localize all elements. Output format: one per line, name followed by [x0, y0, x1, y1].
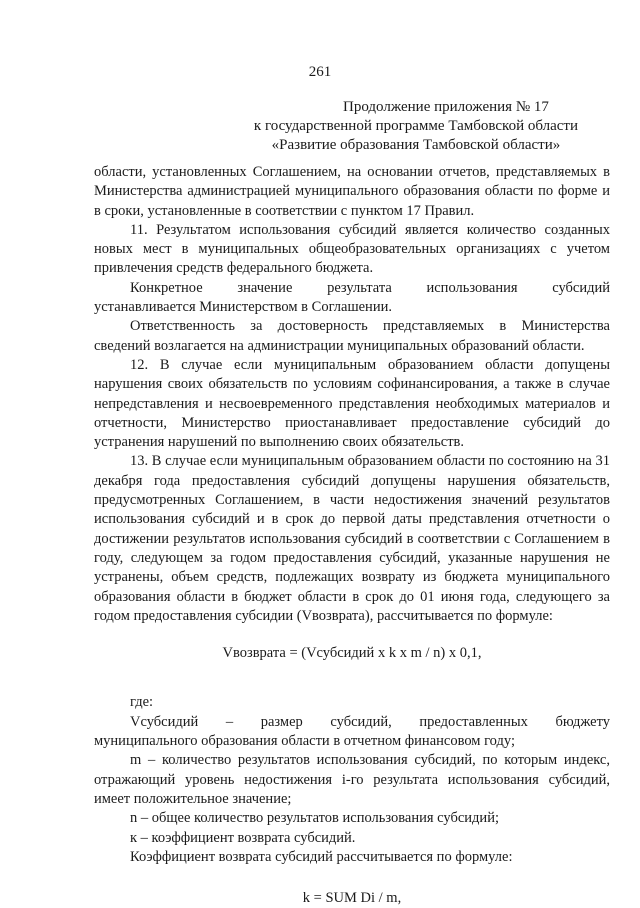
document-body	[94, 163, 610, 908]
paragraph: области, установленных Соглашением, на основании отчетов, представляемых в Министерства администрацией муниципального образования области по форме и в сроки, установленные в соответствии с пунктом 17 Правил.	[94, 164, 610, 219]
definition: m – количество результатов использования субсидий, по которым индекс, отражающий уровень недостижения i-го результата использования субсидий, имеет положительное значение;	[94, 752, 610, 807]
paragraph: Коэффициент возврата субсидий рассчитывается по формуле:	[130, 848, 513, 865]
definition: n – общее количество результатов использования субсидий;	[130, 810, 499, 827]
header-line-1: Продолжение приложения № 17	[343, 99, 549, 115]
paragraph: устанавливается Министерством в Соглашении.	[94, 299, 392, 316]
appendix-header	[254, 98, 578, 155]
where-label: где:	[130, 694, 154, 711]
definition: к – коэффициент возврата субсидий.	[130, 829, 356, 846]
page-number: 261	[308, 64, 332, 80]
formula: Vвозврата = (Vсубсидий x k x m / n) x 0,1,	[222, 645, 482, 662]
paragraph: 12. В случае если муниципальным образованием области допущены нарушения своих обязательств по условиям софинансирования, а также в случае непредставления и несвоевременного представления необходимых материалов и отчетности, Министерство приостанавливает предоставление субсидий до устранения нарушений по выполнению своих обязательств.	[94, 356, 610, 451]
header-line-3: «Развитие образования Тамбовской области»	[271, 137, 561, 153]
definition: Vсубсидий – размер субсидий, предоставленных бюджету	[130, 713, 610, 730]
paragraph: Конкретное значение результата использования субсидий	[130, 279, 610, 296]
paragraph: 13. В случае если муниципальным образованием области по состоянию на 31 декабря года предоставления субсидий допущены нарушения обязательств, предусмотренных Соглашением, в части недостижения значений результатов использования субсидий и в срок до первой даты представления отчетности о достижении результатов использования субсидий в соответствии с Соглашением в году, следующем за годом предоставления субсидий, указанные нарушения не устранены, объем средств, подлежащих возврату из бюджета муниципального образования области в бюджет области в срок до 01 июня года, следующего за годом предоставления субсидии (Vвозврата), рассчитывается по формуле:	[94, 453, 610, 624]
header-line-2: к государственной программе Тамбовской области	[253, 118, 578, 134]
paragraph: 11. Результатом использования субсидий является количество созданных новых мест в муниципальных общеобразовательных организациях с учетом привлечения средств федерального бюджета.	[94, 221, 610, 277]
paragraph: Ответственность за достоверность представляемых в Министерства сведений возлагается на администрации муниципальных образований области.	[94, 318, 610, 354]
formula: k = SUM Di / m,	[302, 890, 402, 907]
definition: муниципального образования области в отчетном финансовом году;	[94, 733, 515, 750]
